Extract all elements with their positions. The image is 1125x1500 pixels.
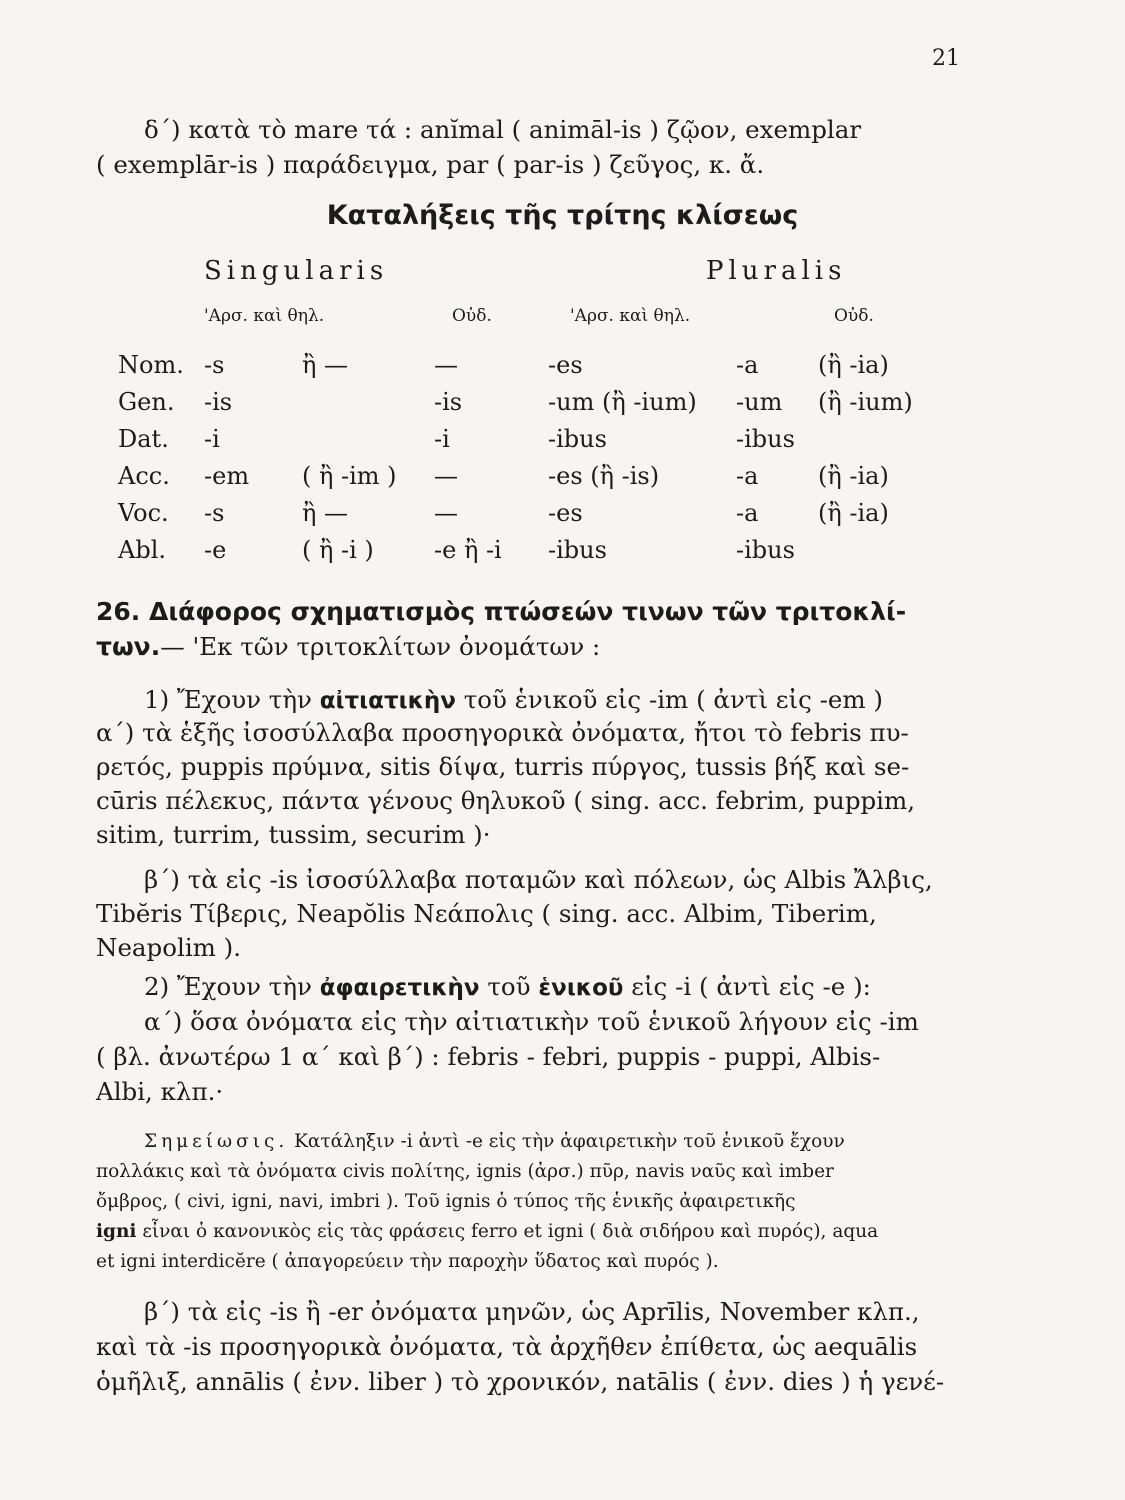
table-cell-pn: -a: [736, 462, 759, 490]
table-cell-sm: -s: [204, 499, 225, 527]
table-cell-smalt: ἢ —: [302, 351, 349, 379]
text: εἰς -i ( ἀντὶ εἰς -e ):: [623, 972, 871, 1001]
text: 2) Ἔχουν τὴν: [144, 972, 320, 1001]
note-line-1: [96, 1128, 1014, 1156]
rule-1-line-3: ρετός, puppis πρύμνα, sitis δίψα, turris πύργος, tussis βήξ καὶ se-: [96, 752, 910, 781]
table-cell-pn: -ibus: [736, 536, 795, 564]
rule-2b-line-1: β΄) τὰ εἰς -is ἢ -er ὀνόματα μηνῶν, ὡς Aprīlis, November κλπ.,: [144, 1297, 920, 1326]
singular-label: Singularis: [204, 256, 389, 286]
text: τοῦ ἑνικοῦ εἰς -im ( ἀντὶ εἰς -em ): [455, 685, 883, 714]
table-cell-case: Nom.: [118, 351, 184, 379]
table-cell-pnalt: (ἢ -ia): [818, 462, 889, 490]
table-cell-sn: -is: [434, 388, 463, 416]
table-cell-case: Abl.: [118, 536, 166, 564]
note-line-2: πολλάκις καὶ τὰ ὀνόματα civis πολίτης, ignis (ἀρσ.) πῦρ, navis ναῦς καὶ imber: [96, 1161, 834, 1182]
table-cell-smalt: ἢ —: [302, 499, 349, 527]
rule-1b-line-2: Tibĕris Τίβερις, Neapŏlis Νεάπολις ( sing. acc. Albim, Tiberim,: [96, 899, 877, 928]
rule-1-line-4: cūris πέλεκυς, πάντα γένους θηλυκοῦ ( sing. acc. febrim, puppim,: [96, 786, 916, 815]
table-cell-pnalt: (ἢ -ia): [818, 499, 889, 527]
table-cell-sn: —: [434, 499, 458, 527]
rule-1-line-2: α΄) τὰ ἑξῆς ἰσοσύλλαβα προσηγορικὰ ὀνόματα, ἤτοι τὸ febris πυ-: [96, 718, 909, 747]
table-cell-case: Voc.: [118, 499, 169, 527]
table-cell-pm: -es (ἢ -is): [548, 462, 660, 490]
table-cell-case: Gen.: [118, 388, 175, 416]
text: 1) Ἔχουν τὴν: [144, 685, 320, 714]
rule-2b-line-2: καὶ τὰ -is προσηγορικὰ ὀνόματα, τὰ ἀρχῆθεν ἐπίθετα, ὡς aequālis: [96, 1332, 918, 1361]
emphasis: ἀφαιρετικὴν: [319, 975, 480, 1001]
rule-2-line-3: ( βλ. ἀνωτέρω 1 α΄ καὶ β΄) : febris - febri, puppis - puppi, Albis-: [96, 1042, 881, 1071]
text: εἶναι ὁ κανονικὸς εἰς τὰς φράσεις ferro et igni ( διὰ σιδήρου καὶ πυρός), aqua: [136, 1221, 879, 1242]
table-cell-pnalt: (ἢ -ium): [818, 388, 913, 416]
section-26-title-line-2: [96, 630, 966, 663]
table-cell-sm: -s: [204, 351, 225, 379]
text: Κατάληξιν -i ἀντὶ -e εἰς τὴν ἀφαιρετικὴν τοῦ ἑνικοῦ ἔχουν: [288, 1131, 845, 1152]
emphasis: igni: [96, 1221, 137, 1242]
intro-line-1: δ΄) κατὰ τὸ mare τά : anĭmal ( animāl-is ) ζῷον, exemplar: [144, 115, 862, 144]
section-26-title-line-1: [96, 595, 966, 628]
table-cell-pn: -a: [736, 499, 759, 527]
rule-1-line-1: [96, 683, 1014, 718]
sub-header: Οὐδ.: [452, 306, 492, 326]
rule-1b-line-3: Neapolim ).: [96, 933, 242, 962]
declension-heading: Καταλήξεις τῆς τρίτης κλίσεως: [326, 200, 799, 231]
rule-2-line-1: [96, 970, 1014, 1005]
page-number: 21: [932, 46, 960, 71]
section-26-intro: — 'Εκ τῶν τριτοκλίτων ὀνομάτων :: [160, 632, 601, 661]
table-cell-pm: -es: [548, 499, 583, 527]
section-26-title-end: των.: [96, 632, 161, 661]
table-cell-sm: -i: [204, 425, 220, 453]
section-26-title: 26. Διάφορος σχηματισμὸς πτώσεών τινων τῶν τριτοκλί-: [96, 597, 907, 626]
table-cell-smalt: ( ἢ -im ): [302, 462, 397, 490]
table-cell-pnalt: (ἢ -ia): [818, 351, 889, 379]
sub-header: 'Αρσ. καὶ θηλ.: [204, 306, 325, 326]
text: τοῦ: [479, 972, 539, 1001]
table-cell-case: Acc.: [118, 462, 170, 490]
rule-2-line-4: Albi, κλπ.·: [96, 1077, 224, 1106]
rule-2b-line-3: ὁμῆλιξ, annālis ( ἐνν. liber ) τὸ χρονικόν, natālis ( ἐνν. dies ) ἡ γενέ-: [96, 1367, 945, 1396]
note-line-5: et igni interdicĕre ( ἀπαγορεύειν τὴν παροχὴν ὕδατος καὶ πυρός ).: [96, 1251, 719, 1272]
note-line-4: [96, 1218, 966, 1246]
rule-1-line-5: sitim, turrim, tussim, securim )·: [96, 820, 491, 849]
table-cell-sm: -em: [204, 462, 250, 490]
note-label: Σημείωσις.: [144, 1131, 289, 1152]
table-cell-smalt: ( ἢ -i ): [302, 536, 374, 564]
table-cell-pm: -ibus: [548, 536, 607, 564]
plural-label: Pluralis: [706, 256, 847, 286]
sub-header: 'Αρσ. καὶ θηλ.: [570, 306, 691, 326]
table-cell-pm: -ibus: [548, 425, 607, 453]
sub-header: Οὐδ.: [834, 306, 874, 326]
table-cell-sn: —: [434, 462, 458, 490]
table-cell-sn: —: [434, 351, 458, 379]
table-cell-sn: -i: [434, 425, 450, 453]
table-cell-pn: -um: [736, 388, 783, 416]
table-cell-sm: -is: [204, 388, 233, 416]
rule-1b-line-1: β΄) τὰ εἰς -is ἰσοσύλλαβα ποταμῶν καὶ πόλεων, ὡς Albis Ἄλβις,: [144, 865, 933, 894]
emphasis: ἑνικοῦ: [538, 975, 624, 1001]
intro-line-2: ( exemplār-is ) παράδειγμα, par ( par-is ) ζεῦγος, κ. ἄ.: [96, 150, 765, 179]
table-cell-case: Dat.: [118, 425, 169, 453]
table-cell-pn: -a: [736, 351, 759, 379]
table-cell-pm: -es: [548, 351, 583, 379]
table-cell-sn: -e ἢ -i: [434, 536, 502, 564]
emphasis: αἰτιατικὴν: [319, 688, 456, 714]
table-cell-sm: -e: [204, 536, 227, 564]
note-line-3: ὄμβρος, ( civi, igni, navi, imbri ). Τοῦ ignis ὁ τύπος τῆς ἑνικῆς ἀφαιρετικῆς: [96, 1191, 796, 1212]
table-cell-pm: -um (ἢ -ium): [548, 388, 697, 416]
table-cell-pn: -ibus: [736, 425, 795, 453]
rule-2-line-2: α΄) ὅσα ὀνόματα εἰς τὴν αἰτιατικὴν τοῦ ἑνικοῦ λήγουν εἰς -im: [144, 1007, 919, 1036]
